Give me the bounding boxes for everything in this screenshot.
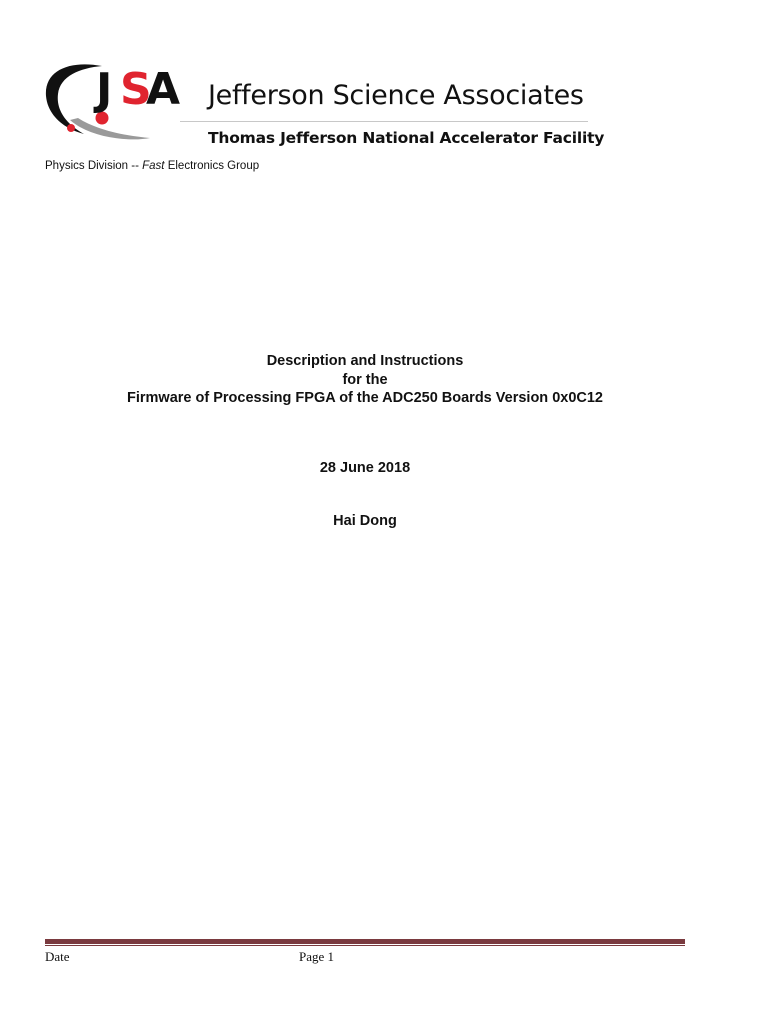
- svg-text:A: A: [146, 64, 179, 115]
- jsa-logo: [40, 58, 190, 148]
- header-divider: [180, 121, 588, 122]
- organization-name: Jefferson Science Associates: [208, 80, 584, 111]
- facility-name: Thomas Jefferson National Accelerator Facility: [208, 129, 605, 147]
- title-line-2: for the: [342, 371, 388, 388]
- document-title: [0, 352, 730, 408]
- division-emphasis: Fast: [142, 160, 165, 172]
- document-date: 28 June 2018: [319, 460, 411, 476]
- footer-page-number: Page 1: [299, 949, 335, 964]
- footer-rule-thin: [45, 945, 685, 946]
- division-line: [45, 160, 259, 172]
- footer-rule: [45, 939, 685, 944]
- document-author: Hai Dong: [333, 513, 397, 529]
- division-suffix: Electronics Group: [164, 160, 260, 172]
- division-prefix: Physics Division --: [45, 160, 143, 172]
- svg-text:S: S: [120, 64, 150, 115]
- svg-text:J: J: [96, 64, 111, 115]
- footer-date-label: Date: [45, 949, 70, 964]
- title-line-1: Description and Instructions: [266, 353, 464, 369]
- title-line-3: Firmware of Processing FPGA of the ADC250 Boards Version 0x0C12: [127, 390, 603, 406]
